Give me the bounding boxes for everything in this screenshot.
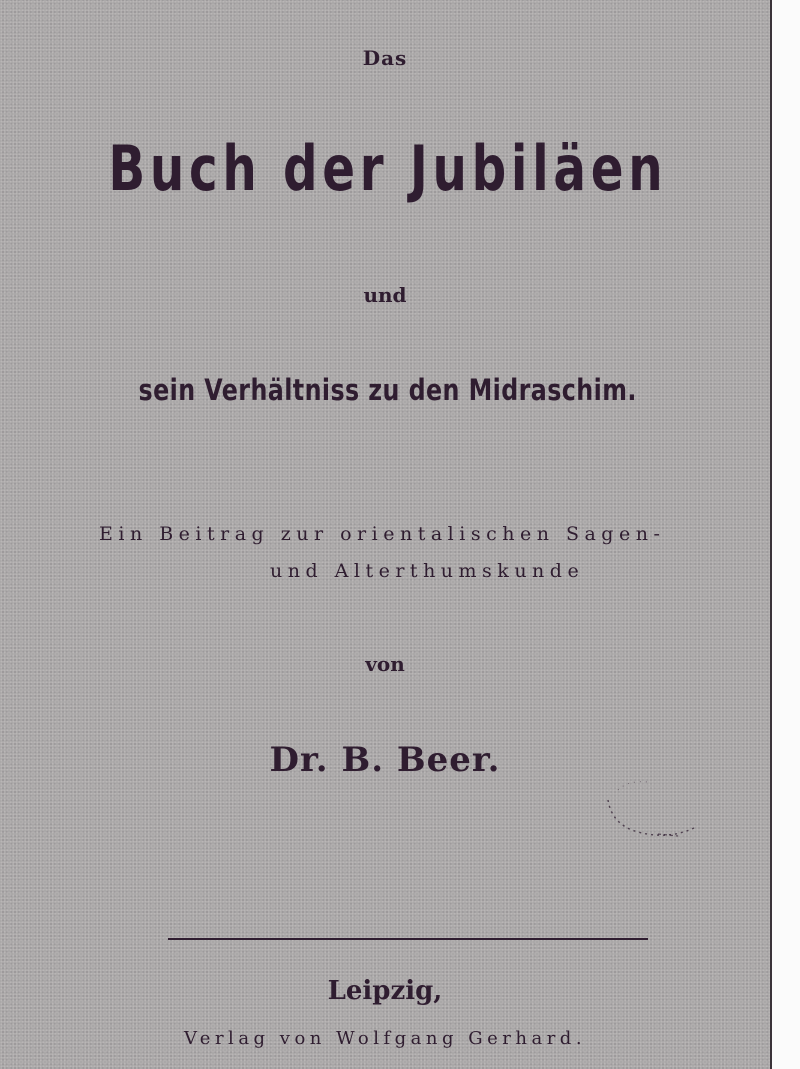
tagline-line-1: Ein Beitrag zur orientalischen Sagen- [99, 523, 666, 545]
pre-title: Das [362, 46, 408, 70]
faded-stamp-mark [598, 770, 708, 860]
by-text: von [365, 652, 405, 676]
tagline-line-2: und Alterthumskunde [270, 560, 585, 582]
author-name: Dr. B. Beer. [269, 740, 501, 780]
conjunction-text: und [363, 283, 407, 307]
divider-rule [168, 938, 648, 940]
book-title: Buch der Jubiläen [108, 132, 668, 205]
book-subtitle: sein Verhältniss zu den Midraschim. [138, 373, 637, 407]
publisher-name: Verlag von Wolfgang Gerhard. [183, 1028, 587, 1049]
publication-city: Leipzig, [327, 976, 443, 1006]
